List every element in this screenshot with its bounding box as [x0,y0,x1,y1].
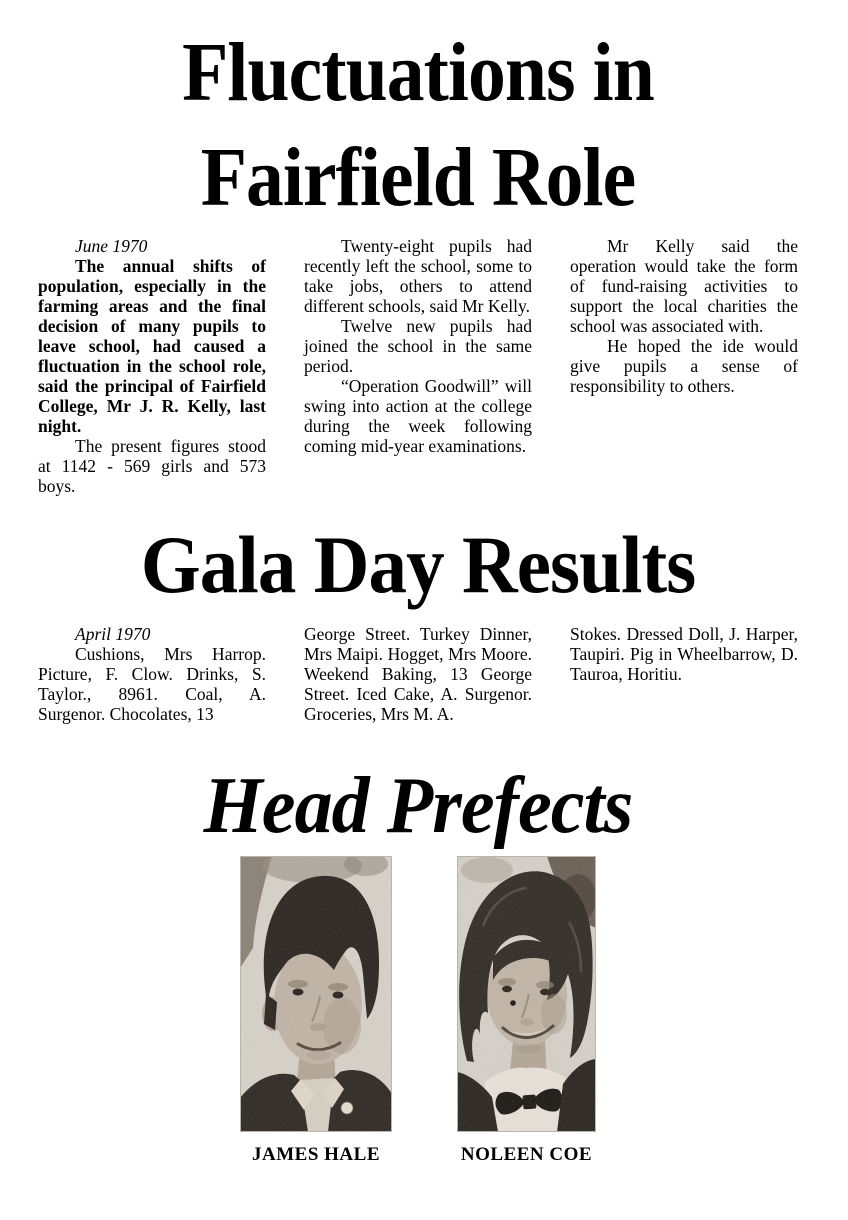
article-gala-column-3 [570,624,798,724]
paragraph-new-pupils: Twelve new pupils had joined the school in the same period. [304,316,532,376]
paragraph-operation-goodwill: “Operation Goodwill” will swing into action at the college during the week following coming mid-year examinations. [304,376,532,456]
newspaper-page [0,20,848,1220]
article-gala [38,624,798,724]
article-fluctuations-column-2 [304,236,532,496]
photo-james-hale [240,856,392,1166]
photo-noleen-coe [457,856,596,1166]
article-gala-column-2 [304,624,532,724]
photo-caption-james-hale: JAMES HALE [252,1144,380,1165]
lead-paragraph: The annual shifts of population, especially in the farming areas and the final decision of many pupils to leave school, had caused a fluctuation in the school role, said the principal of Fairfield College, Mr J. R. Kelly, last night. [38,256,266,436]
james-hale-portrait-photo [240,856,392,1132]
headline-fluctuations [76,20,760,230]
gala-results-part-1: Cushions, Mrs Harrop. Picture, F. Clow. Drinks, S. Taylor., 8961. Coal, A. Surgenor. Chocolates, 13 [38,644,266,724]
photo-caption-noleen-coe: NOLEEN COE [460,1144,593,1165]
headline-fluctuations-line1: Fluctuations in [182,26,654,119]
paragraph-fund-raising: Mr Kelly said the operation would take the form of fund-raising activities to support the local charities the school was associated with. [570,236,798,336]
head-prefects-photos [38,856,798,1166]
headline-fluctuations-line2: Fairfield Role [200,131,636,224]
gala-results-part-3: Stokes. Dressed Doll, J. Harper, Taupiri. Pig in Wheelbarrow, D. Tauroa, Horitiu. [570,624,798,684]
paragraph-present-figures: The present figures stood at 1142 - 569 girls and 573 boys. [38,436,266,496]
dateline-april-1970: April 1970 [75,624,151,644]
article-fluctuations [38,236,798,496]
article-fluctuations-column-3 [570,236,798,496]
article-fluctuations-column-1 [38,236,266,496]
paragraph-pupils-left: Twenty-eight pupils had recently left the school, some to take jobs, others to attend different schools, said Mr Kelly. [304,236,532,316]
headline-head-prefects: Head Prefects [203,762,633,850]
noleen-coe-portrait-photo [457,856,596,1132]
paragraph-responsibility: He hoped the ide would give pupils a sense of responsibility to others. [570,336,798,396]
gala-results-part-2: George Street. Turkey Dinner, Mrs Maipi. Hogget, Mrs Moore. Weekend Baking, 13 George Street. Iced Cake, A. Surgenor. Groceries, Mrs M. A. [304,624,532,724]
headline-gala-day-results: Gala Day Results [140,519,696,610]
article-gala-column-1 [38,624,266,724]
dateline-june-1970: June 1970 [75,236,148,256]
